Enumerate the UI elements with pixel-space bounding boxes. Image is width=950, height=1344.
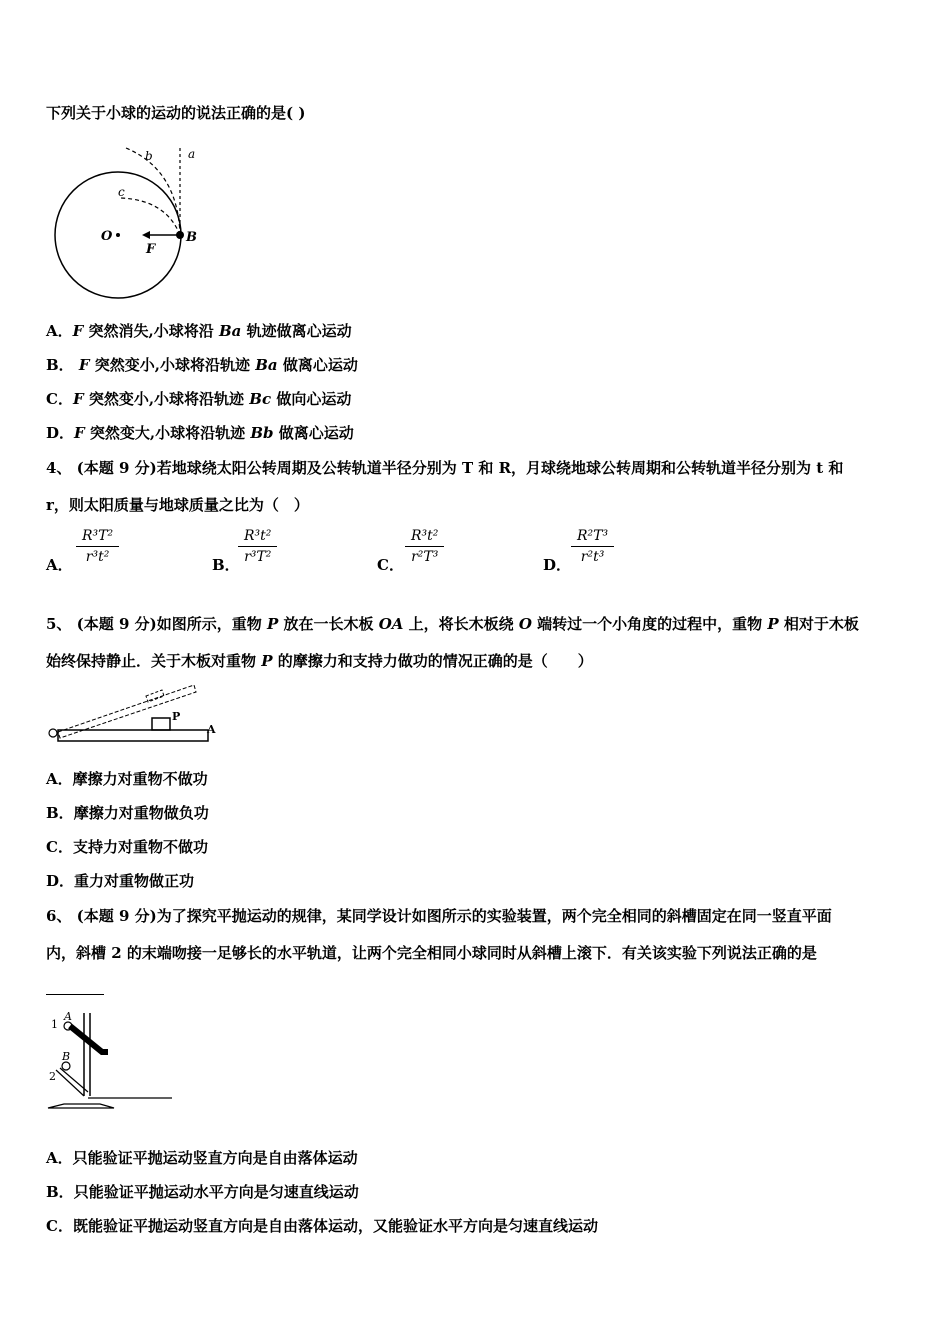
q4-option-d-label[interactable]: D． (543, 556, 572, 574)
q4-stem-line2: r，则太阳质量与地球质量之比为（ ） (46, 496, 309, 514)
q4-option-c-fraction[interactable]: $\frac{\text{R³t²}}{\text{r²T³}}$ (405, 528, 444, 565)
label-f: F (146, 242, 156, 257)
block-p (152, 718, 170, 730)
base (48, 1104, 114, 1108)
q5-option-d[interactable]: D．重力对重物做正功 (46, 872, 195, 890)
q5-option-b[interactable]: B．摩擦力对重物做负功 (46, 804, 209, 822)
q4-option-c-label[interactable]: C． (377, 556, 404, 574)
q6-stem-line1: 6、 (本题 9 分)为了探究平抛运动的规律，某同学设计如图所示的实验装置，两个完全相同的斜槽固定在同一竖直平面 (46, 907, 832, 925)
label-b: b (145, 149, 153, 163)
center-point (116, 233, 120, 237)
force-arrowhead (142, 231, 150, 239)
q4-option-a-fraction[interactable]: $\frac{\text{R³T²}}{\text{r³t²}}$ (76, 528, 119, 565)
q3-option-b[interactable]: B． F 突然变小,小球将沿轨迹 Ba 做离心运动 (46, 356, 358, 374)
path-c (121, 198, 180, 235)
q3-option-c[interactable]: C．F 突然变小,小球将沿轨迹 Bc 做向心运动 (46, 390, 352, 408)
q4-option-b-label[interactable]: B． (212, 556, 240, 574)
q5-option-c[interactable]: C．支持力对重物不做功 (46, 838, 208, 856)
q5-stem-line1: 5、 (本题 9 分)如图所示，重物 P 放在一长木板 OA 上，将长木板绕 O 端转过一个小角度的过程中，重物 P 相对于木板 (46, 615, 859, 633)
q6-option-c[interactable]: C．既能验证平抛运动竖直方向是自由落体运动，又能验证水平方向是匀速直线运动 (46, 1217, 598, 1235)
q3-option-a[interactable]: A．F 突然消失,小球将沿 Ba 轨迹做离心运动 (46, 322, 352, 340)
q6-option-a[interactable]: A．只能验证平抛运动竖直方向是自由落体运动 (46, 1149, 358, 1167)
projectile-apparatus-figure (44, 1008, 184, 1118)
label-c: c (118, 185, 125, 199)
board-figure (44, 678, 224, 750)
answer-blank (46, 994, 104, 995)
q4-option-d-fraction[interactable]: $\frac{\text{R²T³}}{\text{r²t³}}$ (571, 528, 614, 565)
chute-2-top (56, 1070, 84, 1096)
q5-stem-line2: 始终保持静止．关于木板对重物 P 的摩擦力和支持力做功的情况正确的是（ ） (46, 652, 593, 670)
q6-stem-line2: 内，斜槽 2 的末端吻接一足够长的水平轨道，让两个完全相同小球同时从斜槽上滚下．有关该实验下列说法正确的是 (46, 944, 817, 962)
q3-option-d[interactable]: D．F 突然变大,小球将沿轨迹 Bb 做离心运动 (46, 424, 354, 442)
ball-b (62, 1062, 70, 1070)
q3-stem: 下列关于小球的运动的说法正确的是( ) (46, 104, 306, 122)
label-a: A (64, 1010, 72, 1023)
board (58, 730, 208, 741)
label-b: B (62, 1050, 71, 1063)
q4-option-a-label[interactable]: A． (46, 556, 73, 574)
q5-option-a[interactable]: A．摩擦力对重物不做功 (46, 770, 208, 788)
label-a: a (188, 147, 196, 161)
label-a: A (207, 723, 216, 736)
circular-motion-figure (46, 140, 216, 300)
q4-option-b-fraction[interactable]: $\frac{\text{R³t²}}{\text{r³T²}}$ (238, 528, 277, 565)
label-p: P (172, 710, 181, 723)
chute-1 (70, 1026, 108, 1052)
label-o: O (101, 229, 113, 244)
q4-stem-line1: 4、 (本题 9 分)若地球绕太阳公转周期及公转轨道半径分别为 T 和 R，月球绕地球公转周期和公转轨道半径分别为 t 和 (46, 459, 844, 477)
label-1: 1 (51, 1018, 58, 1031)
pivot-o (49, 729, 57, 737)
path-b (126, 148, 180, 235)
label-2: 2 (49, 1070, 56, 1083)
q6-option-b[interactable]: B．只能验证平抛运动水平方向是匀速直线运动 (46, 1183, 359, 1201)
label-B: B (186, 230, 197, 245)
